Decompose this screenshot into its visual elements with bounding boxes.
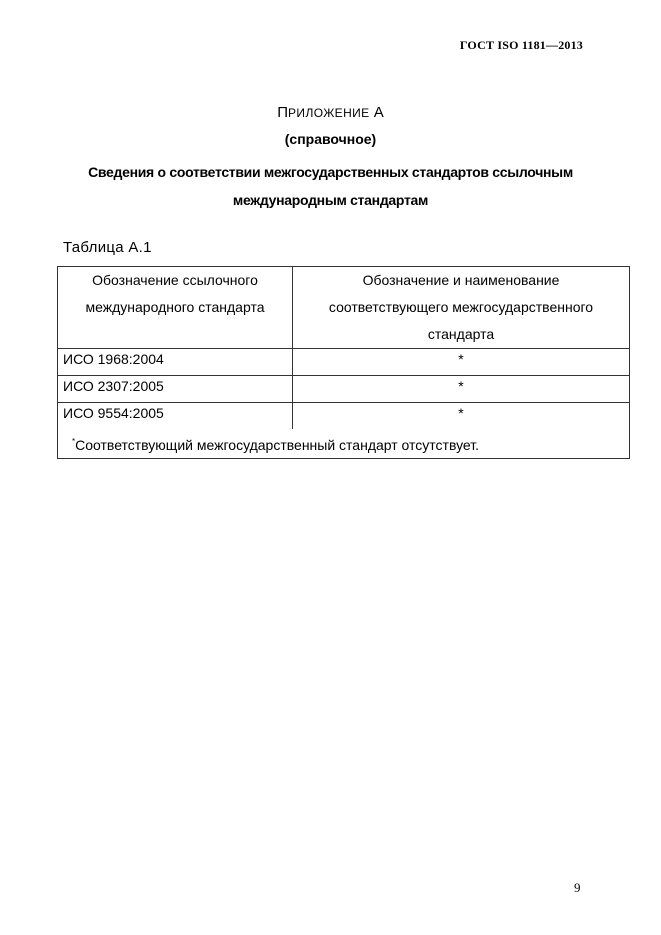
header-cell-line: Обозначение и наименование: [362, 272, 560, 288]
correspondence-mark-cell: *: [293, 349, 630, 376]
table-footnote: [58, 429, 630, 459]
annex-title: [0, 104, 661, 121]
annex-letter: А: [373, 104, 384, 121]
table-footnote-row: [58, 429, 630, 459]
header-interstate-standard: [293, 267, 630, 349]
footnote-text: Соответствующий межгосударственный стандарт отсутствует.: [75, 437, 480, 453]
footnote-mark: *: [72, 437, 76, 446]
header-cell-line: Обозначение ссылочного: [92, 272, 258, 288]
header-international-standard: [58, 267, 293, 349]
standard-cell: ИСО 9554:2005: [58, 403, 293, 430]
annex-type: (справочное): [284, 131, 377, 147]
table-row: [58, 376, 630, 403]
annex-title-first-letter: П: [277, 104, 289, 121]
header-cell-line: стандарта: [427, 326, 495, 342]
header-cell-line: соответствующего межгосударственного: [328, 299, 594, 315]
reference-standards-table: [57, 266, 630, 459]
table-header-row: [58, 267, 630, 349]
standard-cell: ИСО 2307:2005: [58, 376, 293, 403]
document-code: ГОСТ ISO 1181—2013: [459, 38, 583, 52]
table-row: [58, 403, 630, 430]
header-cell-line: международного стандарта: [85, 299, 265, 315]
annex-title-rest: РИЛОЖЕНИЕ: [288, 106, 370, 120]
annex-description-line-2: международным стандартам: [232, 192, 429, 208]
table-caption: Таблица А.1: [63, 239, 152, 256]
page-number: 9: [574, 880, 581, 895]
table-row: [58, 349, 630, 376]
annex-description: [0, 158, 661, 214]
correspondence-mark-cell: *: [293, 403, 630, 430]
correspondence-mark-cell: *: [293, 376, 630, 403]
annex-description-line-1: Сведения о соответствии межгосударственных стандартов ссылочным: [88, 164, 573, 180]
standard-cell: ИСО 1968:2004: [58, 349, 293, 376]
